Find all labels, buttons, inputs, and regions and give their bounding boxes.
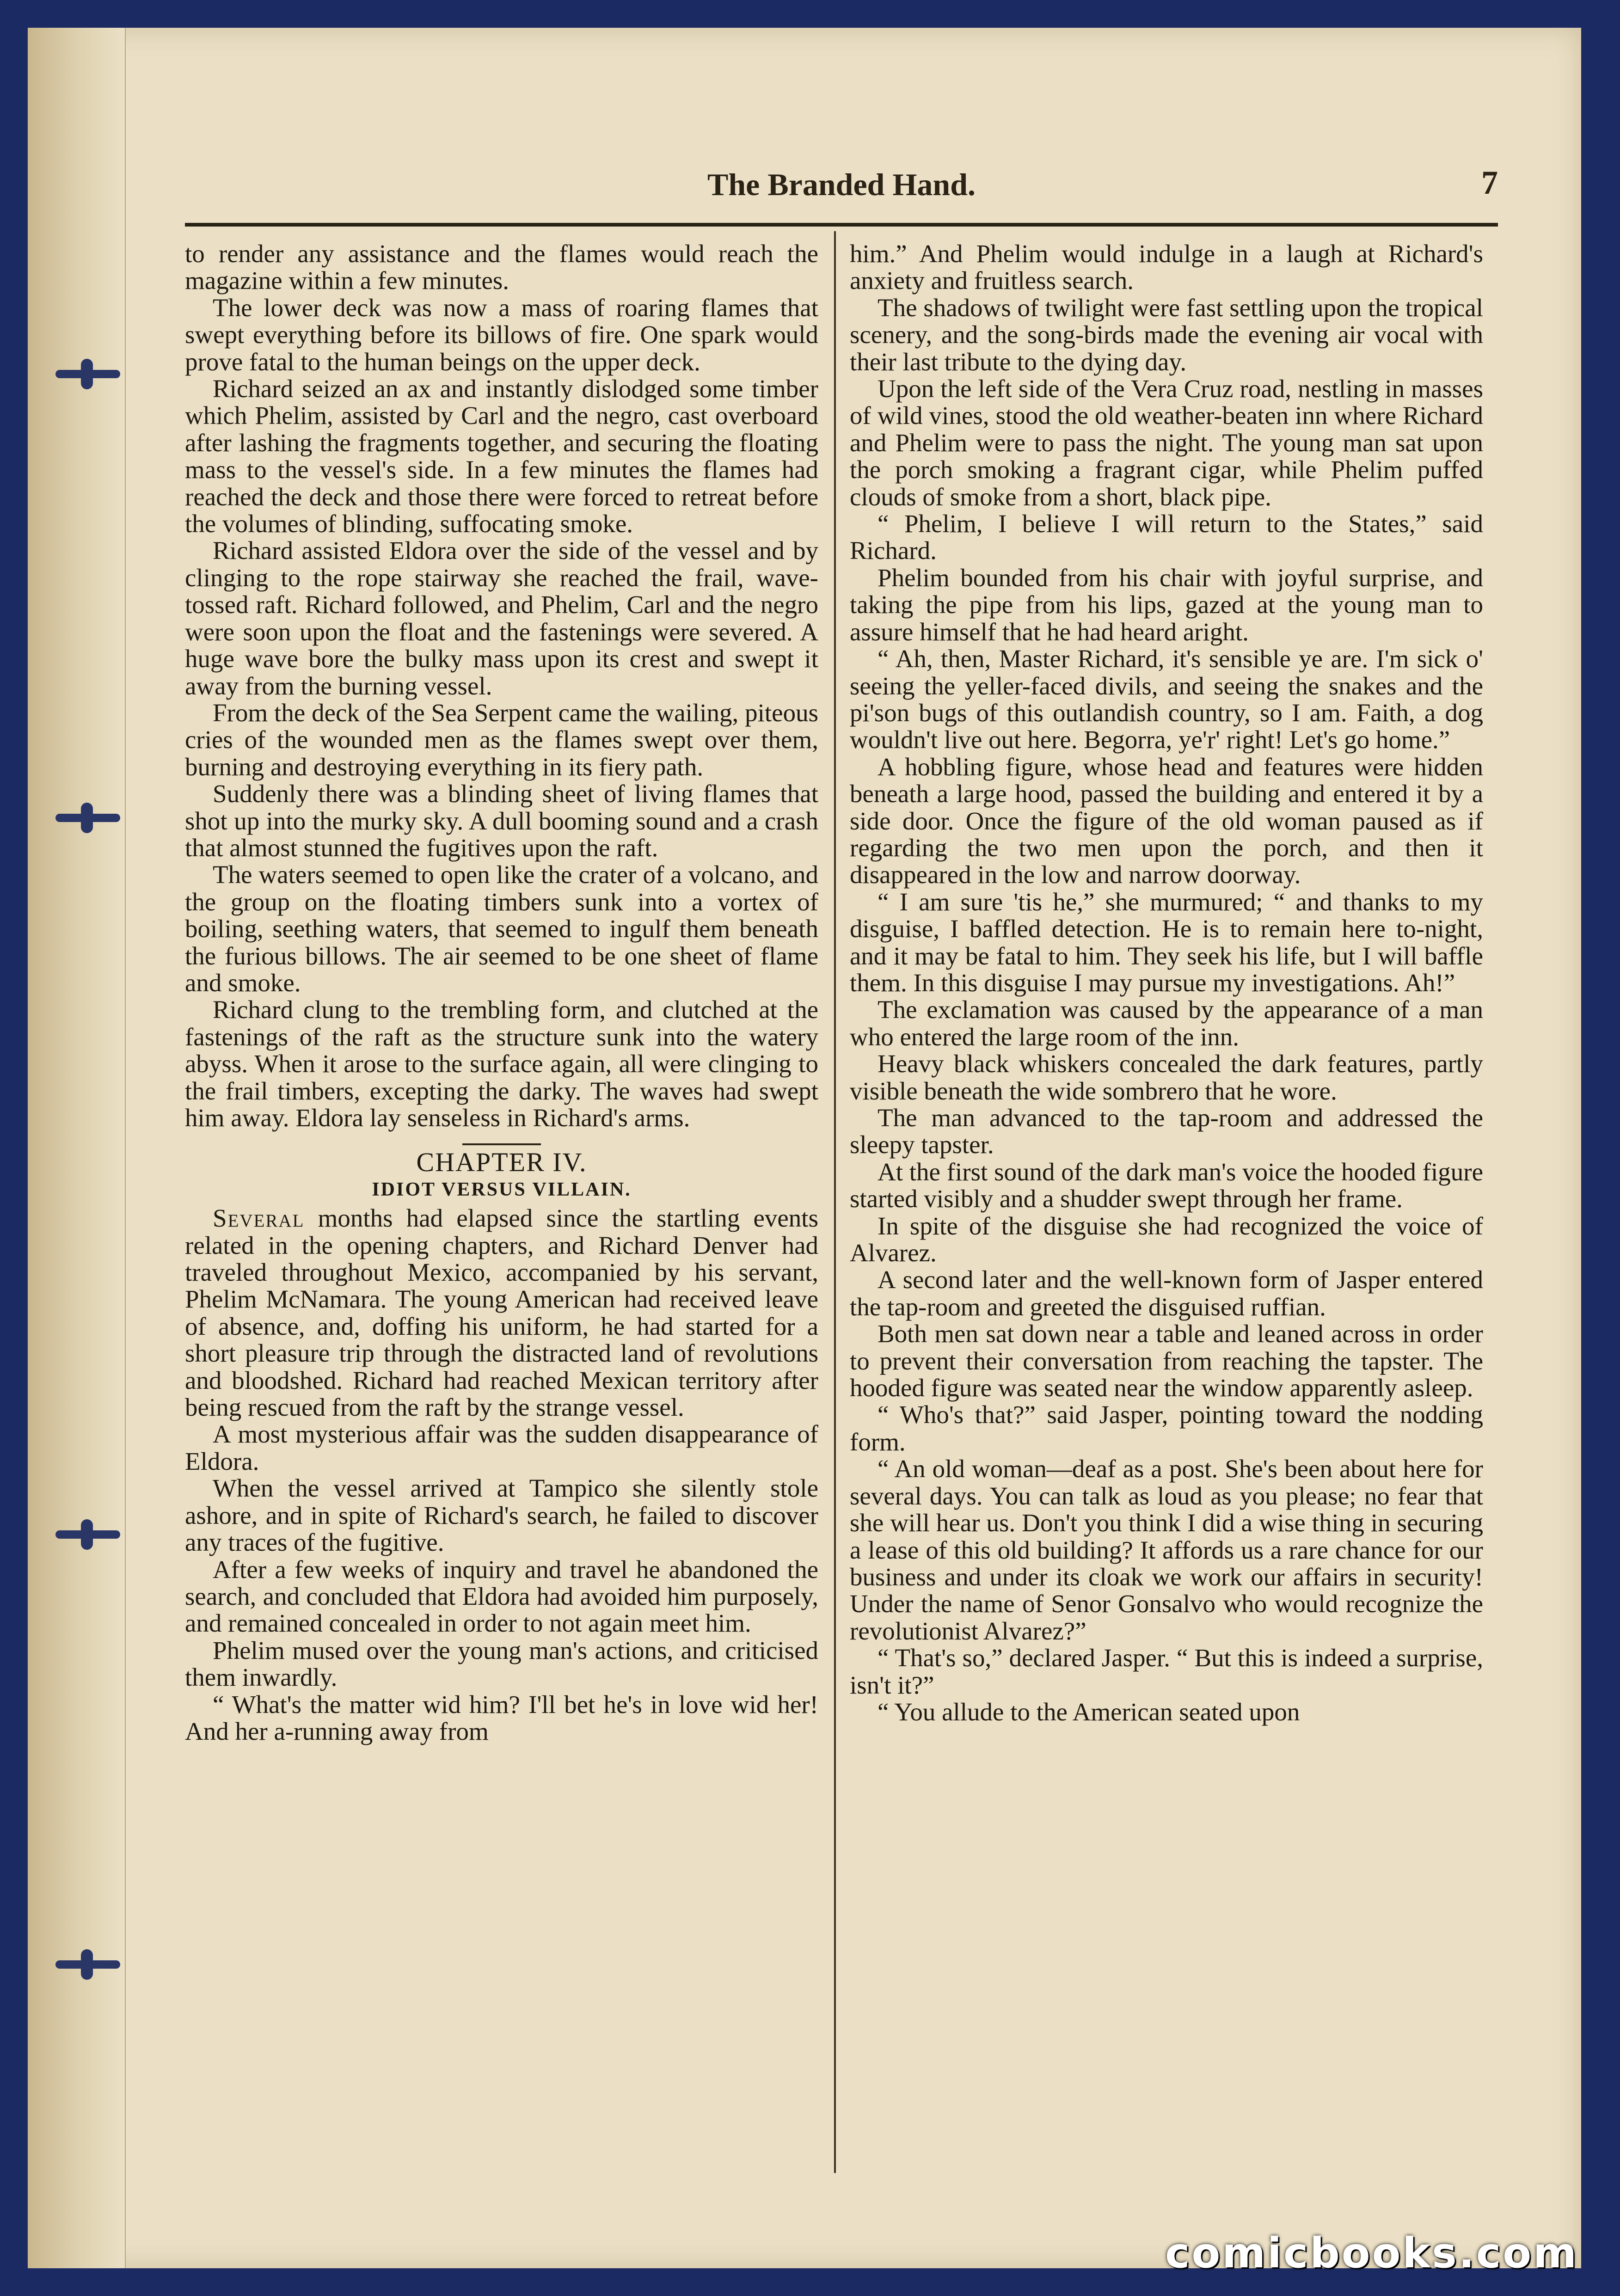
binding-stitch (55, 814, 120, 822)
paragraph: “ Who's that?” said Jasper, pointing toward the nodding form. (850, 1400, 1483, 1456)
paragraph: Phelim mused over the young man's actions, and criticised them inwardly. (185, 1636, 818, 1692)
paragraph: At the first sound of the dark man's voice the hooded figure started visibly and a shudder swept through her frame. (850, 1157, 1483, 1213)
paragraph (185, 1205, 818, 1421)
paragraph: to render any assistance and the flames would reach the magazine within a few minutes. (185, 239, 818, 295)
page-header (185, 157, 1498, 213)
paragraph: “ You allude to the American seated upon (878, 1697, 1300, 1726)
binding-stitch (55, 1960, 120, 1969)
paragraph: “ That's so,” declared Jasper. “ But this is indeed a surprise, isn't it?” (850, 1644, 1483, 1699)
paragraph: From the deck of the Sea Serpent came the wailing, piteous cries of the wounded men as the flames swept over them, burning and destroying everything in its fiery path. (185, 698, 818, 781)
paragraph: A hobbling figure, whose head and features were hidden beneath a large hood, passed the building and entered it by a side door. Once the figure of the old woman paused as if regarding the two men upon the porch, and then it disappeared in the low and narrow doorway. (850, 752, 1483, 889)
paragraph: Both men sat down near a table and leaned across in order to prevent their conversation from reaching the tapster. The hooded figure was seated near the window apparently asleep. (850, 1320, 1483, 1402)
column-divider (834, 231, 836, 2173)
paragraph: A second later and the well-known form of Jasper entered the tap-room and greeted the disguised ruffian. (850, 1265, 1483, 1321)
paragraph: him.” And Phelim would indulge in a laugh at Richard's anxiety and fruitless search. (850, 239, 1483, 295)
paragraph: “ An old woman—deaf as a post. She's been about here for several days. You can talk as loud as you please; no fear that she will hear us. Don't you think I did a wise thing in securing a lease of this old building? It affords us a rare chance for our business and under its cloak we work our affairs in security! Under the name of Senor Gonsalvo who would recognize the revolutionist Alvarez?” (850, 1455, 1483, 1645)
site-watermark: comicbooks.com (1165, 2229, 1578, 2278)
paragraph-text: months had elapsed since the startling events related in the opening chapters, and Richard Denver had traveled throughout Mexico, accompanied by his servant, Phelim McNamara. The young American had received leave of absence, and, doffing his uniform, he had started for a short pleasure trip through the distracted land of revolutions and bloodshed. Richard had reached Mexican territory after being rescued from the raft by the strange vessel. (185, 1204, 818, 1422)
paragraph: Richard clung to the trembling form, and clutched at the fastenings of the raft as the structure sunk into the watery abyss. When it arose to the surface again, all were clinging to the frail timbers, excepting the darky. The waves had swept him away. Eldora lay senseless in Richard's arms. (185, 995, 818, 1132)
paragraph: When the vessel arrived at Tampico she silently stole ashore, and in spite of Richard's search, he failed to discover any traces of the fugitive. (185, 1474, 818, 1557)
left-column (185, 240, 818, 1745)
paragraph: The exclamation was caused by the appearance of a man who entered the large room of the inn. (850, 995, 1483, 1051)
chapter-rule (462, 1143, 541, 1145)
paragraph: A most mysterious affair was the sudden disappearance of Eldora. (185, 1420, 818, 1475)
paragraph: The man advanced to the tap-room and addressed the sleepy tapster. (850, 1104, 1483, 1159)
paragraph: Heavy black whiskers concealed the dark features, partly visible beneath the wide sombrero that he wore. (850, 1050, 1483, 1105)
paragraph: The shadows of twilight were fast settling upon the tropical scenery, and the song-birds made the evening air vocal with their last tribute to the dying day. (850, 293, 1483, 376)
paragraph: Richard seized an ax and instantly dislodged some timber which Phelim, assisted by Carl and the negro, cast overboard after lashing the fragments together, and securing the floating mass to the vessel's side. In a few minutes the flames had reached the deck and those there were forced to retreat before the volumes of blinding, suffocating smoke. (185, 374, 818, 538)
paragraph: Suddenly there was a blinding sheet of living flames that shot up into the murky sky. A dull booming sound and a crash that almost stunned the fugitives upon the raft. (185, 780, 818, 862)
running-title: The Branded Hand. (707, 167, 976, 202)
paragraph: The lower deck was now a mass of roaring flames that swept everything before its billows of fire. One spark would prove fatal to the human beings on the upper deck. (185, 293, 818, 376)
header-rule (185, 223, 1498, 227)
paragraph: Phelim bounded from his chair with joyful surprise, and taking the pipe from his lips, gazed at the young man to assure himself that he had heard aright. (850, 563, 1483, 646)
paragraph: “ Phelim, I believe I will return to the States,” said Richard. (850, 510, 1483, 565)
page-number: 7 (1481, 164, 1498, 201)
paragraph: “ What's the matter wid him? I'll bet he's in love wid her! And her a-running away from (185, 1690, 818, 1745)
right-column (850, 240, 1483, 1725)
paragraph: In spite of the disguise she had recognized the voice of Alvarez. (850, 1211, 1483, 1267)
paragraph: The waters seemed to open like the crater of a volcano, and the group on the floating timbers sunk into a vortex of boiling, seething waters, that seemed to ingulf them beneath the furious billows. The air seemed to be one sheet of flame and smoke. (185, 860, 818, 997)
paragraph: After a few weeks of inquiry and travel he abandoned the search, and concluded that Eldora had avoided him purposely, and remained concealed in order to not again meet him. (185, 1555, 818, 1638)
chapter-title: CHAPTER IV. (416, 1147, 587, 1178)
binding-stitch (55, 370, 120, 378)
chapter-heading (185, 1143, 818, 1203)
chapter-subtitle: IDIOT VERSUS VILLAIN. (372, 1179, 632, 1200)
lead-word: Several (213, 1204, 305, 1233)
paragraph: Upon the left side of the Vera Cruz road, nestling in masses of wild vines, stood the old weather-beaten inn where Richard and Phelim were to pass the night. The young man sat upon the porch smoking a fragrant cigar, while Phelim puffed clouds of smoke from a short, black pipe. (850, 374, 1483, 511)
page-binding (28, 28, 126, 2268)
paragraph: Richard assisted Eldora over the side of the vessel and by clinging to the rope stairway she reached the frail, wave-tossed raft. Richard followed, and Phelim, Carl and the negro were soon upon the float and the fastenings were severed. A huge wave bore the bulky mass upon its crest and swept it away from the burning vessel. (185, 536, 818, 700)
paragraph: “ Ah, then, Master Richard, it's sensible ye are. I'm sick o' seeing the yeller-faced divils, and seeing the snakes and the pi'son bugs of this outlandish country, so I am. Faith, a dog wouldn't live out here. Begorra, ye'r' right! Let's go home.” (850, 645, 1483, 754)
paragraph: “ I am sure 'tis he,” she murmured; “ and thanks to my disguise, I baffled detection. He is to remain here to-night, and it may be fatal to him. They seek his life, but I will baffle them. In this disguise I may pursue my investigations. Ah!” (850, 887, 1483, 997)
binding-stitch (55, 1530, 120, 1539)
